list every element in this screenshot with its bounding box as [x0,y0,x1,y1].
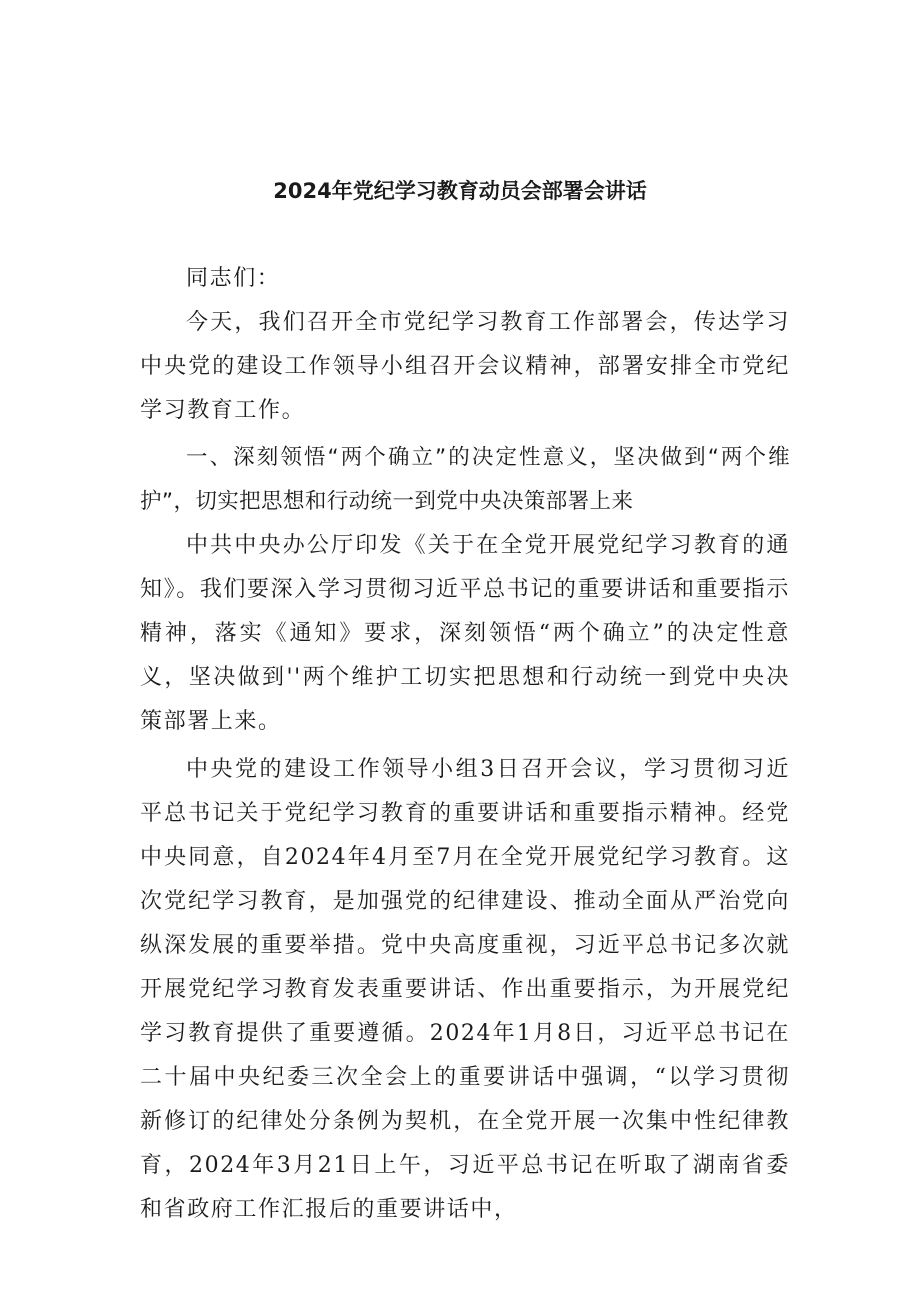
salutation: 同志们： [186,266,281,291]
paragraph-meeting: 中央党的建设工作领导小组3日召开会议，学习贯彻习近平总书记关于党纪学习教育的重要讲话和重要指示精神。经党中央同意，自2024年4月至7月在全党开展党纪学习教育。这次党纪学习教育，是加强党的纪律建设、推动全面从严治党向纵深发展的重要举措。党中央高度重视，习近平总书记多次就开展党纪学习教育发表重要讲话、作出重要指示，为开展党纪学习教育提供了重要遵循。2024年1月8日，习近平总书记在二十届中央纪委三次全会上的重要讲话中强调，“以学习贯彻新修订的纪律处分条例为契机，在全党开展一次集中性纪律教育，2024年3月21日上午，习近平总书记在听取了湖南省委和省政府工作汇报后的重要讲话中， [140,757,790,1222]
section-heading-1: 一、深刻领悟“两个确立”的决定性意义，坚决做到“两个维护”，切实把思想和行动统一到党中央决策部署上来 [140,445,790,514]
document-body [140,257,790,1232]
document-title: 2024年党纪学习教育动员会部署会讲话 [273,179,647,203]
paragraph-notice: 中共中央办公厅印发《关于在全党开展党纪学习教育的通知》。我们要深入学习贯彻习近平总书记的重要讲话和重要指示精神，落实《通知》要求，深刻领悟“两个确立”的决定性意义，坚决做到''两个维护工切实把思想和行动统一到党中央决策部署上来。 [140,533,790,734]
paragraph-intro: 今天，我们召开全市党纪学习教育工作部署会，传达学习中央党的建设工作领导小组召开会议精神，部署安排全市党纪学习教育工作。 [140,310,790,423]
